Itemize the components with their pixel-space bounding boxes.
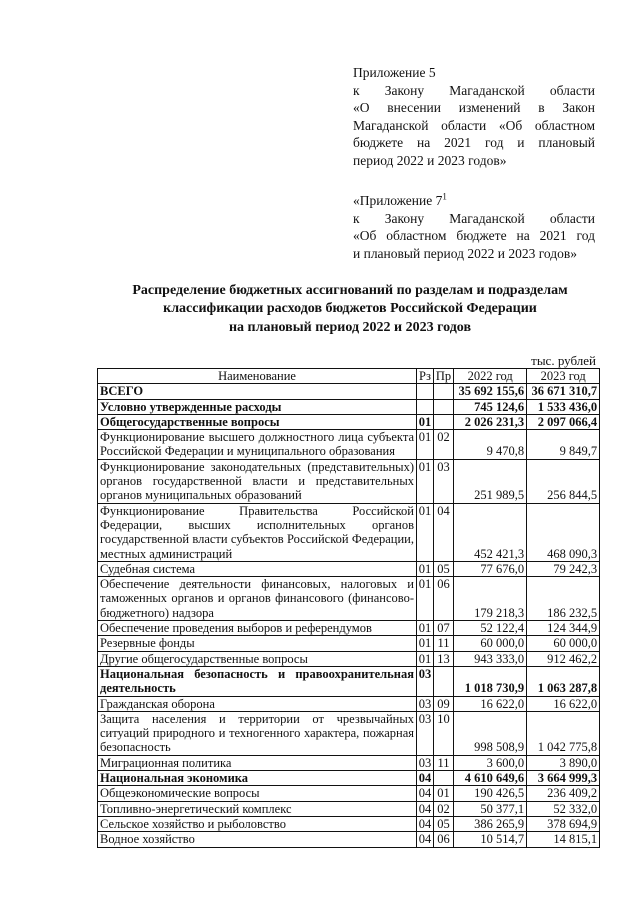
table-row bbox=[98, 577, 600, 621]
table-row bbox=[98, 711, 600, 755]
table-row bbox=[98, 459, 600, 503]
row-value-2022: 60 000,0 bbox=[454, 636, 527, 651]
title-line: на плановый период 2022 и 2023 годов bbox=[228, 319, 472, 335]
header-line: к Закону Магаданской области bbox=[353, 210, 595, 226]
row-pr-code: 11 bbox=[433, 636, 453, 651]
header-line-text: «Приложение 7 bbox=[353, 193, 443, 208]
row-value-2022: 943 333,0 bbox=[454, 651, 527, 666]
header-line: и плановый период 2022 и 2023 годов» bbox=[353, 245, 578, 261]
row-value-2022: 4 610 649,6 bbox=[454, 771, 527, 786]
row-value-2023: 1 063 287,8 bbox=[527, 666, 600, 696]
table-row bbox=[98, 430, 600, 460]
row-pr-code bbox=[433, 666, 453, 696]
row-pr-code: 07 bbox=[433, 621, 453, 636]
superscript: 1 bbox=[442, 191, 447, 202]
row-value-2022: 745 124,6 bbox=[454, 399, 527, 414]
row-value-2023: 3 890,0 bbox=[527, 755, 600, 770]
row-name: Функционирование законодательных (представительных) органов государственной власти и представительных органов муниципальных образований bbox=[98, 459, 417, 503]
table-row bbox=[98, 561, 600, 576]
row-name: Гражданская оборона bbox=[98, 696, 417, 711]
row-name: Другие общегосударственные вопросы bbox=[98, 651, 417, 666]
row-value-2022: 16 622,0 bbox=[454, 696, 527, 711]
row-name: Водное хозяйство bbox=[98, 832, 417, 847]
row-rz-code: 04 bbox=[417, 816, 434, 831]
row-name: Обеспечение деятельности финансовых, налоговых и таможенных органов и органов финансового (финансово-бюджетного) надзора bbox=[98, 577, 417, 621]
table-row bbox=[98, 399, 600, 414]
row-name: Обеспечение проведения выборов и референдумов bbox=[98, 621, 417, 636]
row-name: Функционирование высшего должностного лица субъекта Российской Федерации и муниципального образования bbox=[98, 430, 417, 460]
table-row bbox=[98, 636, 600, 651]
budget-table bbox=[97, 368, 600, 848]
header-line: Приложение 5 bbox=[353, 65, 436, 80]
table-row bbox=[98, 651, 600, 666]
row-value-2022: 50 377,1 bbox=[454, 801, 527, 816]
row-value-2022: 77 676,0 bbox=[454, 561, 527, 576]
row-name: Резервные фонды bbox=[98, 636, 417, 651]
row-pr-code: 11 bbox=[433, 755, 453, 770]
appendix-5-header bbox=[353, 64, 595, 170]
row-value-2023: 14 815,1 bbox=[527, 832, 600, 847]
row-name: Топливно-энергетический комплекс bbox=[98, 801, 417, 816]
row-rz-code: 04 bbox=[417, 832, 434, 847]
table-row bbox=[98, 816, 600, 831]
row-value-2023: 60 000,0 bbox=[527, 636, 600, 651]
column-header-name: Наименование bbox=[98, 369, 417, 384]
row-pr-code: 13 bbox=[433, 651, 453, 666]
row-name: Общегосударственные вопросы bbox=[98, 414, 417, 429]
row-value-2023: 52 332,0 bbox=[527, 801, 600, 816]
row-pr-code bbox=[433, 414, 453, 429]
row-name: Общеэкономические вопросы bbox=[98, 786, 417, 801]
row-value-2022: 998 508,9 bbox=[454, 711, 527, 755]
row-value-2023: 36 671 310,7 bbox=[527, 384, 600, 399]
row-rz-code: 03 bbox=[417, 696, 434, 711]
row-value-2023: 236 409,2 bbox=[527, 786, 600, 801]
row-rz-code: 01 bbox=[417, 503, 434, 561]
row-value-2022: 190 426,5 bbox=[454, 786, 527, 801]
row-rz-code: 01 bbox=[417, 561, 434, 576]
row-value-2022: 10 514,7 bbox=[454, 832, 527, 847]
table-row bbox=[98, 771, 600, 786]
row-pr-code: 04 bbox=[433, 503, 453, 561]
title-line: классификации расходов бюджетов Российской Федерации bbox=[163, 301, 537, 317]
header-line: к Закону Магаданской области bbox=[353, 82, 595, 98]
row-pr-code bbox=[433, 771, 453, 786]
column-header-rz: Рз bbox=[417, 369, 434, 384]
header-line: Магаданской области «Об областном bbox=[353, 117, 595, 133]
table-row bbox=[98, 755, 600, 770]
row-pr-code: 05 bbox=[433, 561, 453, 576]
row-rz-code: 01 bbox=[417, 636, 434, 651]
row-pr-code: 05 bbox=[433, 816, 453, 831]
row-pr-code bbox=[433, 399, 453, 414]
row-rz-code: 03 bbox=[417, 755, 434, 770]
row-value-2023: 9 849,7 bbox=[527, 430, 600, 460]
row-value-2023: 468 090,3 bbox=[527, 503, 600, 561]
units-label: тыс. рублей bbox=[531, 353, 596, 368]
table-header-row bbox=[98, 369, 600, 384]
column-header-pr: Пр bbox=[433, 369, 453, 384]
row-pr-code: 06 bbox=[433, 832, 453, 847]
row-value-2023: 1 533 436,0 bbox=[527, 399, 600, 414]
header-line: «О внесении изменений в Закон bbox=[353, 100, 595, 116]
row-value-2023: 16 622,0 bbox=[527, 696, 600, 711]
column-header-2022: 2022 год bbox=[454, 369, 527, 384]
row-value-2022: 2 026 231,3 bbox=[454, 414, 527, 429]
row-name: Сельское хозяйство и рыболовство bbox=[98, 816, 417, 831]
row-rz-code: 04 bbox=[417, 786, 434, 801]
row-rz-code: 01 bbox=[417, 414, 434, 429]
row-name: ВСЕГО bbox=[98, 384, 417, 399]
row-rz-code: 01 bbox=[417, 459, 434, 503]
row-pr-code: 01 bbox=[433, 786, 453, 801]
row-name: Судебная система bbox=[98, 561, 417, 576]
row-rz-code: 01 bbox=[417, 651, 434, 666]
row-value-2022: 52 122,4 bbox=[454, 621, 527, 636]
row-pr-code: 02 bbox=[433, 430, 453, 460]
row-rz-code: 04 bbox=[417, 771, 434, 786]
row-name: Условно утвержденные расходы bbox=[98, 399, 417, 414]
row-name: Национальная экономика bbox=[98, 771, 417, 786]
table-row bbox=[98, 621, 600, 636]
row-pr-code: 10 bbox=[433, 711, 453, 755]
row-rz-code bbox=[417, 399, 434, 414]
row-value-2022: 1 018 730,9 bbox=[454, 666, 527, 696]
row-value-2022: 3 600,0 bbox=[454, 755, 527, 770]
row-value-2022: 179 218,3 bbox=[454, 577, 527, 621]
row-name: Функционирование Правительства Российской Федерации, высших исполнительных органов государственной власти субъектов Российской Федерации, местных администраций bbox=[98, 503, 417, 561]
row-pr-code: 09 bbox=[433, 696, 453, 711]
row-pr-code: 06 bbox=[433, 577, 453, 621]
row-value-2023: 912 462,2 bbox=[527, 651, 600, 666]
table-row bbox=[98, 414, 600, 429]
title-line: Распределение бюджетных ассигнований по разделам и подразделам bbox=[132, 283, 568, 298]
row-name: Национальная безопасность и правоохранительная деятельность bbox=[98, 666, 417, 696]
row-rz-code: 01 bbox=[417, 577, 434, 621]
row-value-2022: 386 265,9 bbox=[454, 816, 527, 831]
table-row bbox=[98, 503, 600, 561]
header-line: бюджете на 2021 год и плановый bbox=[353, 135, 595, 151]
table-body bbox=[98, 384, 600, 847]
row-value-2022: 35 692 155,6 bbox=[454, 384, 527, 399]
table-row bbox=[98, 801, 600, 816]
row-value-2022: 9 470,8 bbox=[454, 430, 527, 460]
row-value-2023: 378 694,9 bbox=[527, 816, 600, 831]
row-value-2022: 251 989,5 bbox=[454, 459, 527, 503]
row-value-2023: 79 242,3 bbox=[527, 561, 600, 576]
column-header-2023: 2023 год bbox=[527, 369, 600, 384]
table-row bbox=[98, 832, 600, 847]
row-value-2023: 186 232,5 bbox=[527, 577, 600, 621]
row-rz-code: 03 bbox=[417, 666, 434, 696]
document-title bbox=[100, 282, 600, 337]
table-row bbox=[98, 696, 600, 711]
header-line bbox=[353, 192, 595, 210]
table-row bbox=[98, 786, 600, 801]
row-rz-code: 01 bbox=[417, 430, 434, 460]
appendix-7-1-header bbox=[353, 192, 595, 262]
header-line: «Об областном бюджете на 2021 год bbox=[353, 228, 595, 244]
row-value-2023: 124 344,9 bbox=[527, 621, 600, 636]
row-name: Защита населения и территории от чрезвычайных ситуаций природного и техногенного характера, пожарная безопасность bbox=[98, 711, 417, 755]
row-rz-code: 03 bbox=[417, 711, 434, 755]
row-value-2023: 2 097 066,4 bbox=[527, 414, 600, 429]
table-row bbox=[98, 384, 600, 399]
row-value-2023: 256 844,5 bbox=[527, 459, 600, 503]
row-rz-code: 01 bbox=[417, 621, 434, 636]
header-line: период 2022 и 2023 годов» bbox=[353, 152, 507, 168]
row-pr-code: 03 bbox=[433, 459, 453, 503]
row-value-2022: 452 421,3 bbox=[454, 503, 527, 561]
row-value-2023: 3 664 999,3 bbox=[527, 771, 600, 786]
row-pr-code bbox=[433, 384, 453, 399]
row-pr-code: 02 bbox=[433, 801, 453, 816]
table-row bbox=[98, 666, 600, 696]
row-rz-code: 04 bbox=[417, 801, 434, 816]
row-name: Миграционная политика bbox=[98, 755, 417, 770]
row-value-2023: 1 042 775,8 bbox=[527, 711, 600, 755]
row-rz-code bbox=[417, 384, 434, 399]
